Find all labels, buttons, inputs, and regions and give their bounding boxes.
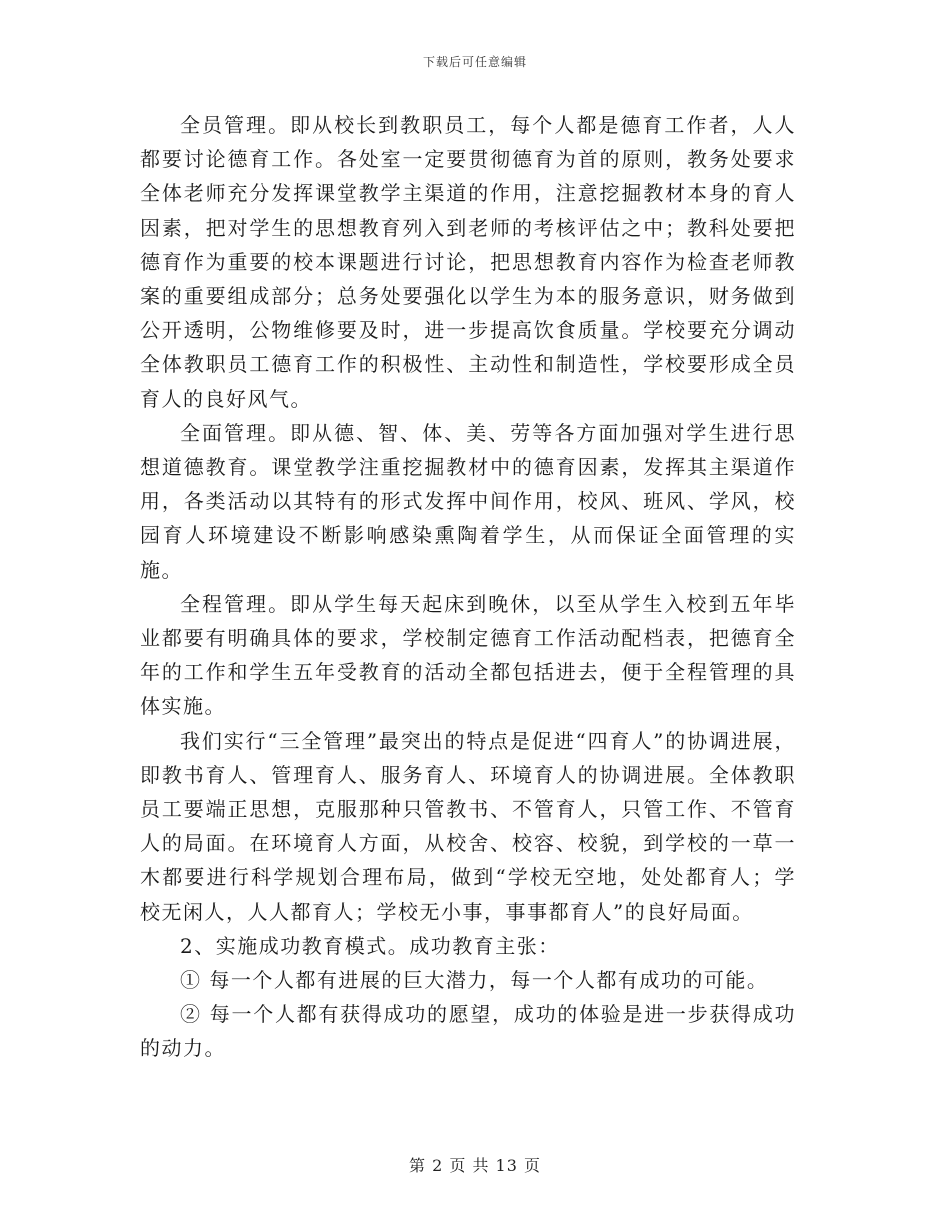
page-footer: 第 2 页 共 13 页 xyxy=(409,1156,541,1175)
page-header: 下载后可任意编辑 xyxy=(422,55,527,69)
paragraph-point-1: ① 每一个人都有进展的巨大潜力，每一个人都有成功的可能。 xyxy=(180,968,769,993)
paragraph-quanyuan: 全员管理。即从校长到教职员工，每个人都是德育工作者，人人都要讨论德育工作。各处室一定要贯彻德育为首的原则，教务处要求全体老师充分发挥课堂教学主渠道的作用，注意挖掘教材本身的育人因素，把对学生的思想教育列入到老师的考核评估之中；教科处要把德育作为重要的校本课题进行讨论，把思想教育内容作为检查老师教案的重要组成部分；总务处要强化以学生为本的服务意识，财务做到公开透明，公物维修要及时，进一步提高饮食质量。学校要充分调动全体教职员工德育工作的积极性、主动性和制造性，学校要形成全员育人的良好风气。 xyxy=(140,113,796,411)
paragraph-quanmian: 全面管理。即从德、智、体、美、劳等各方面加强对学生进行思想道德教育。课堂教学注重挖掘教材中的德育因素，发挥其主渠道作用，各类活动以其特有的形式发挥中间作用，校风、班风、学风，校园育人环境建设不断影响感染熏陶着学生，从而保证全面管理的实施。 xyxy=(140,420,796,582)
paragraph-siyuren: 我们实行“三全管理”最突出的特点是促进“四育人”的协调进展，即教书育人、管理育人、服务育人、环境育人的协调进展。全体教职员工要端正思想，克服那种只管教书、不管育人，只管工作、不管育人的局面。在环境育人方面，从校舍、校容、校貌，到学校的一草一木都要进行科学规划合理布局，做到“学校无空地，处处都育人；学校无闲人，人人都育人；学校无小事，事事都育人”的良好局面。 xyxy=(140,728,796,924)
paragraph-quancheng: 全程管理。即从学生每天起床到晚休，以至从学生入校到五年毕业都要有明确具体的要求，学校制定德育工作活动配档表，把德育全年的工作和学生五年受教育的活动全都包括进去，便于全程管理的具体实施。 xyxy=(140,591,796,719)
document-body xyxy=(140,108,796,1066)
paragraph-section-heading: 2、实施成功教育模式。成功教育主张： xyxy=(180,933,560,958)
paragraph-point-2: ② 每一个人都有获得成功的愿望，成功的体验是进一步获得成功的动力。 xyxy=(140,1002,796,1061)
